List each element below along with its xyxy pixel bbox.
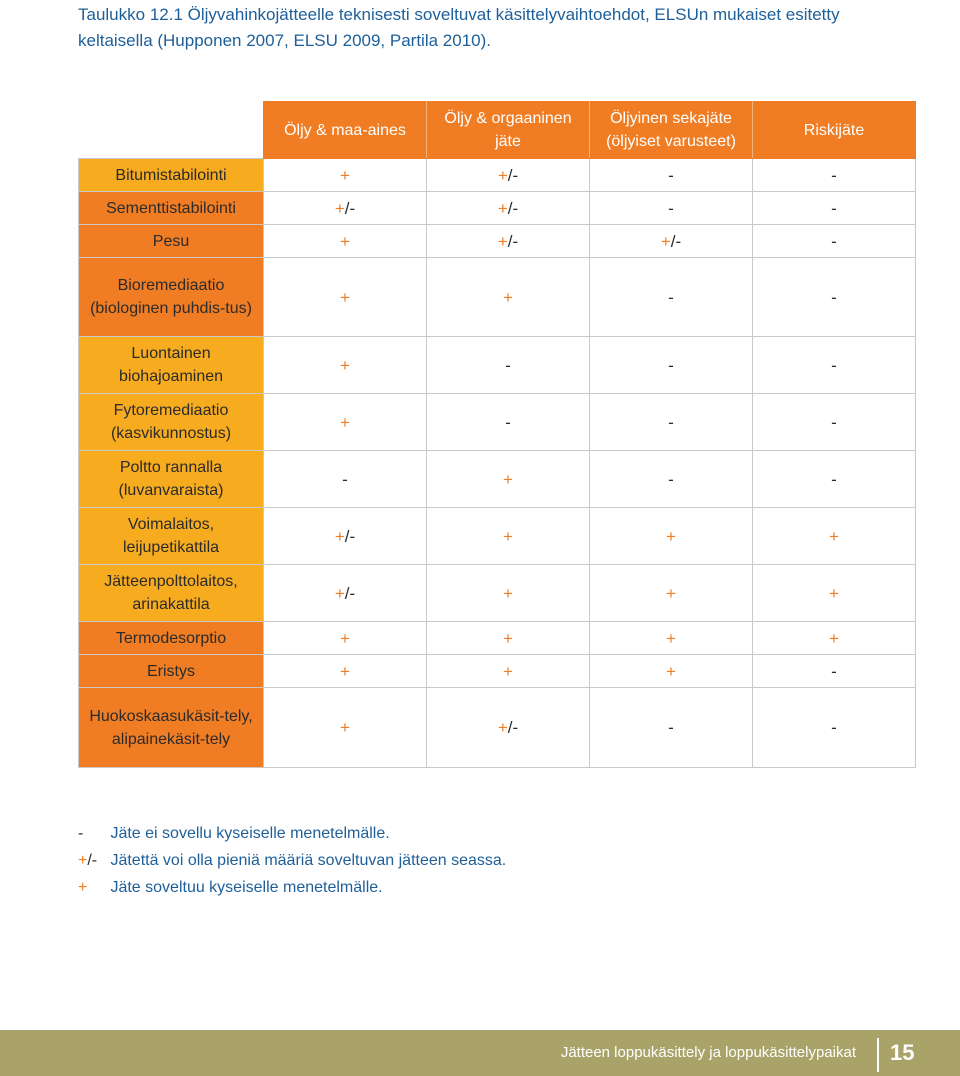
table-cell: + xyxy=(264,394,427,451)
table-cell: + xyxy=(590,508,753,565)
legend-text: Jätettä voi olla pieniä määriä soveltuvan jätteen seassa. xyxy=(110,852,507,869)
table-cell: + xyxy=(427,508,590,565)
table-cell: + xyxy=(590,655,753,688)
legend-symbol: +/- xyxy=(78,852,98,869)
table-cell: + xyxy=(264,258,427,337)
table-row xyxy=(79,565,916,622)
legend-text: Jäte ei sovellu kyseiselle menetelmälle. xyxy=(110,825,390,842)
matrix-body xyxy=(79,159,916,768)
table-row xyxy=(79,225,916,258)
table-row xyxy=(79,655,916,688)
table-cell: +/- xyxy=(590,225,753,258)
table-cell: - xyxy=(753,394,916,451)
header-corner xyxy=(79,102,264,159)
page-footer xyxy=(0,1030,960,1076)
table-cell: +/- xyxy=(264,508,427,565)
table-cell: + xyxy=(427,655,590,688)
table-caption: Taulukko 12.1 Öljyvahinkojätteelle teknisesti soveltuvat käsittelyvaihtoehdot, ELSUn mukaiset esitetty keltaisella (Hupponen 2007, ELSU 2009, Partila 2010). xyxy=(78,5,840,50)
row-header: Pesu xyxy=(79,225,264,258)
table-cell: + xyxy=(427,565,590,622)
table-cell: +/- xyxy=(427,192,590,225)
table-cell: - xyxy=(590,451,753,508)
table-cell: + xyxy=(590,622,753,655)
legend-item xyxy=(78,820,506,847)
legend xyxy=(78,820,506,901)
table-cell: - xyxy=(590,688,753,768)
table-cell: +/- xyxy=(427,688,590,768)
table-cell: +/- xyxy=(427,159,590,192)
column-header: Riskijäte xyxy=(753,102,916,159)
table-cell: +/- xyxy=(427,225,590,258)
footer-title: Jätteen loppukäsittely ja loppukäsittelypaikat xyxy=(560,1044,856,1061)
row-header: Termodesorptio xyxy=(79,622,264,655)
table-row xyxy=(79,337,916,394)
row-header: Bioremediaatio (biologinen puhdis-tus) xyxy=(79,258,264,337)
table-cell: - xyxy=(590,394,753,451)
table-cell: - xyxy=(427,394,590,451)
table-row xyxy=(79,508,916,565)
table-cell: - xyxy=(753,258,916,337)
row-header: Fytoremediaatio (kasvikunnostus) xyxy=(79,394,264,451)
page-number: 15 xyxy=(890,1040,915,1065)
legend-item xyxy=(78,874,506,901)
table-cell: +/- xyxy=(264,565,427,622)
table-cell: + xyxy=(753,565,916,622)
table-cell: + xyxy=(753,508,916,565)
table-cell: + xyxy=(427,622,590,655)
table-cell: + xyxy=(427,451,590,508)
table-cell: - xyxy=(753,688,916,768)
table-cell: - xyxy=(590,258,753,337)
row-header: Sementtistabilointi xyxy=(79,192,264,225)
table-cell: + xyxy=(264,337,427,394)
row-header: Bitumistabilointi xyxy=(79,159,264,192)
table-cell: - xyxy=(590,337,753,394)
legend-symbol: - xyxy=(78,825,84,842)
table-cell: - xyxy=(427,337,590,394)
table-cell: + xyxy=(427,258,590,337)
table-cell: - xyxy=(753,225,916,258)
table-row xyxy=(79,258,916,337)
row-header: Voimalaitos, leijupetikattila xyxy=(79,508,264,565)
legend-item xyxy=(78,847,506,874)
table-cell: + xyxy=(264,655,427,688)
column-header-row xyxy=(79,102,916,159)
footer-divider xyxy=(877,1038,879,1072)
table-row xyxy=(79,688,916,768)
table-row xyxy=(79,394,916,451)
table-cell: + xyxy=(264,159,427,192)
row-header: Jätteenpolttolaitos, arinakattila xyxy=(79,565,264,622)
table-cell: - xyxy=(753,159,916,192)
table-cell: - xyxy=(264,451,427,508)
legend-symbol: + xyxy=(78,879,88,896)
column-header: Öljy & maa-aines xyxy=(264,102,427,159)
table-cell: + xyxy=(264,622,427,655)
row-header: Huokoskaasukäsit-tely, alipainekäsit-tely xyxy=(79,688,264,768)
row-header: Luontainen biohajoaminen xyxy=(79,337,264,394)
treatment-matrix xyxy=(78,101,916,768)
column-header: Öljy & orgaaninen jäte xyxy=(427,102,590,159)
table-cell: + xyxy=(264,688,427,768)
table-cell: - xyxy=(753,451,916,508)
table-row xyxy=(79,622,916,655)
table-row xyxy=(79,159,916,192)
row-header: Poltto rannalla (luvanvaraista) xyxy=(79,451,264,508)
table-cell: + xyxy=(753,622,916,655)
table-cell: - xyxy=(753,655,916,688)
table-cell: + xyxy=(590,565,753,622)
table-cell: - xyxy=(753,192,916,225)
table-cell: +/- xyxy=(264,192,427,225)
column-header: Öljyinen sekajäte (öljyiset varusteet) xyxy=(590,102,753,159)
table-cell: - xyxy=(590,192,753,225)
table-cell: + xyxy=(264,225,427,258)
table-row xyxy=(79,192,916,225)
table-cell: - xyxy=(753,337,916,394)
row-header: Eristys xyxy=(79,655,264,688)
table-row xyxy=(79,451,916,508)
table-cell: - xyxy=(590,159,753,192)
legend-text: Jäte soveltuu kyseiselle menetelmälle. xyxy=(110,879,383,896)
